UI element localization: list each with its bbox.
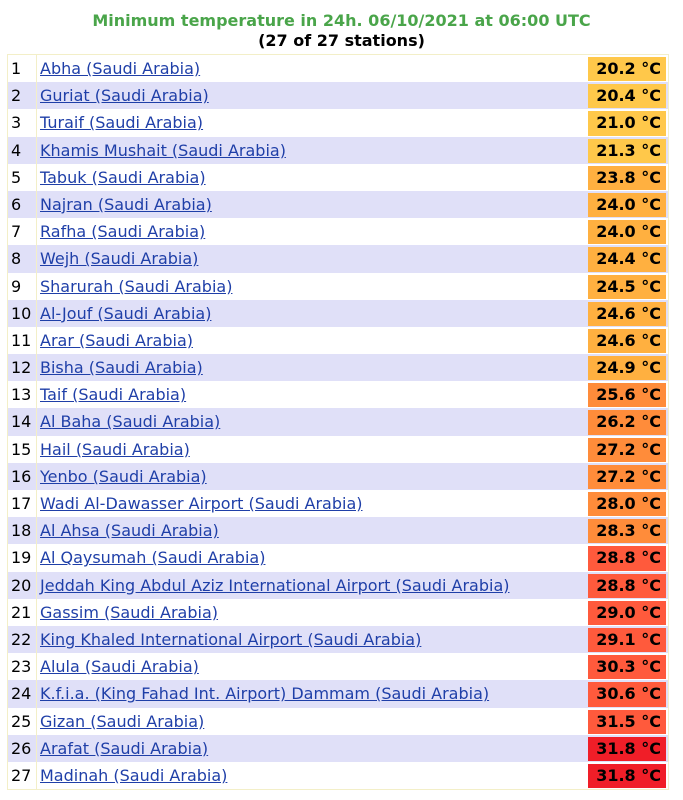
station-cell [37,436,586,463]
temperature-cell: 24.0 °C [588,193,666,217]
temperature-cell: 26.2 °C [588,410,666,434]
rank-cell: 5 [8,164,37,191]
rank-cell: 8 [8,245,37,272]
station-link[interactable]: Sharurah (Saudi Arabia) [40,276,233,296]
station-link[interactable]: Taif (Saudi Arabia) [40,385,187,405]
station-cell [37,762,586,789]
station-cell [37,273,586,300]
station-cell [37,82,586,109]
table-row [8,191,668,218]
station-link[interactable]: Arafat (Saudi Arabia) [40,738,209,758]
station-cell [37,300,586,327]
rank-cell: 18 [8,517,37,544]
temperature-cell: 29.1 °C [588,628,666,652]
rank-cell: 25 [8,708,37,735]
station-cell [37,599,586,626]
temperature-cell: 24.0 °C [588,220,666,244]
rank-cell: 9 [8,273,37,300]
station-cell [37,354,586,381]
table-row [8,708,668,735]
station-cell [37,327,586,354]
station-link[interactable]: Al-Jouf (Saudi Arabia) [40,303,212,323]
rank-cell: 15 [8,436,37,463]
station-link[interactable]: K.f.i.a. (King Fahad Int. Airport) Dammam (Saudi Arabia) [40,684,490,704]
table-row [8,245,668,272]
rank-cell: 14 [8,408,37,435]
station-cell [37,218,586,245]
rank-cell: 4 [8,137,37,164]
rank-cell: 6 [8,191,37,218]
rank-cell: 10 [8,300,37,327]
rank-cell: 7 [8,218,37,245]
temperature-cell: 28.0 °C [588,492,666,516]
table-row [8,517,668,544]
rank-cell: 17 [8,490,37,517]
station-cell [37,191,586,218]
station-cell [37,517,586,544]
temperature-cell: 24.5 °C [588,275,666,299]
temperature-cell: 28.8 °C [588,574,666,598]
table-row [8,572,668,599]
station-link[interactable]: Gassim (Saudi Arabia) [40,602,218,622]
temperature-cell: 20.4 °C [588,84,666,108]
station-link[interactable]: Arar (Saudi Arabia) [40,330,193,350]
temperature-cell: 30.6 °C [588,682,666,706]
station-cell [37,680,586,707]
rank-cell: 24 [8,680,37,707]
station-link[interactable]: Tabuk (Saudi Arabia) [40,167,206,187]
station-cell [37,544,586,571]
station-cell [37,490,586,517]
rank-cell: 13 [8,381,37,408]
table-row [8,164,668,191]
temperature-cell: 20.2 °C [588,57,666,81]
temperature-cell: 24.6 °C [588,302,666,326]
station-table [7,54,669,790]
station-link[interactable]: Wejh (Saudi Arabia) [40,249,199,269]
table-row [8,218,668,245]
temperature-cell: 28.8 °C [588,546,666,570]
rank-cell: 11 [8,327,37,354]
temperature-cell: 21.3 °C [588,139,666,163]
station-link[interactable]: Rafha (Saudi Arabia) [40,222,206,242]
table-row [8,463,668,490]
station-link[interactable]: Wadi Al-Dawasser Airport (Saudi Arabia) [40,494,363,513]
rank-cell: 1 [8,55,37,82]
station-cell [37,245,586,272]
rank-cell: 23 [8,653,37,680]
station-cell [37,55,586,82]
station-link[interactable]: Gizan (Saudi Arabia) [40,711,205,731]
station-link[interactable]: Guriat (Saudi Arabia) [40,86,209,106]
station-cell [37,708,586,735]
table-row [8,381,668,408]
station-link[interactable]: Madinah (Saudi Arabia) [40,765,228,785]
table-row [8,55,668,82]
table-row [8,109,668,136]
station-link[interactable]: Najran (Saudi Arabia) [40,194,212,214]
table-row [8,762,668,789]
temperature-cell: 31.5 °C [588,710,666,734]
station-cell [37,463,586,490]
temperature-cell: 24.4 °C [588,247,666,271]
temperature-cell: 28.3 °C [588,519,666,543]
temperature-cell: 31.8 °C [588,764,666,788]
temperature-cell: 27.2 °C [588,465,666,489]
temperature-cell: 23.8 °C [588,166,666,190]
temperature-cell: 31.8 °C [588,737,666,761]
station-link[interactable]: Jeddah King Abdul Aziz International Airport (Saudi Arabia) [40,575,510,595]
station-link[interactable]: Bisha (Saudi Arabia) [40,358,203,378]
temperature-cell: 21.0 °C [588,111,666,135]
rank-cell: 20 [8,572,37,599]
station-cell [37,626,586,653]
rank-cell: 27 [8,762,37,789]
rank-cell: 2 [8,82,37,109]
page-title: Minimum temperature in 24h. 06/10/2021 at 06:00 UTC [92,11,591,30]
rank-cell: 21 [8,599,37,626]
table-row [8,490,668,517]
station-cell [37,137,586,164]
temperature-cell: 27.2 °C [588,438,666,462]
table-row [8,354,668,381]
station-cell [37,381,586,408]
table-row [8,327,668,354]
rank-cell: 22 [8,626,37,653]
table-row [8,408,668,435]
table-row [8,735,668,762]
station-link[interactable]: Yenbo (Saudi Arabia) [40,466,207,486]
temperature-cell: 25.6 °C [588,383,666,407]
table-row [8,273,668,300]
table-row [8,544,668,571]
station-cell [37,735,586,762]
station-link[interactable]: Khamis Mushait (Saudi Arabia) [40,140,286,160]
table-row [8,300,668,327]
temperature-cell: 30.3 °C [588,655,666,679]
temperature-cell: 24.9 °C [588,356,666,380]
station-cell [37,572,586,599]
temperature-cell: 29.0 °C [588,601,666,625]
table-row [8,599,668,626]
station-cell [37,408,586,435]
station-cell [37,653,586,680]
table-row [8,137,668,164]
station-count: (27 of 27 stations) [258,31,425,50]
station-cell [37,109,586,136]
station-link[interactable]: Al Qaysumah (Saudi Arabia) [40,548,266,568]
station-cell [37,164,586,191]
rank-cell: 12 [8,354,37,381]
station-link[interactable]: Turaif (Saudi Arabia) [40,113,204,133]
rank-cell: 16 [8,463,37,490]
rank-cell: 3 [8,109,37,136]
station-link[interactable]: King Khaled International Airport (Saudi Arabia) [40,629,422,649]
station-link[interactable]: Hail (Saudi Arabia) [40,439,190,459]
table-row [8,436,668,463]
table-row [8,653,668,680]
station-link[interactable]: Al Baha (Saudi Arabia) [40,412,221,432]
station-link[interactable]: Abha (Saudi Arabia) [40,59,201,78]
table-row [8,680,668,707]
table-row [8,82,668,109]
rank-cell: 19 [8,544,37,571]
temperature-cell: 24.6 °C [588,329,666,353]
station-link[interactable]: Al Ahsa (Saudi Arabia) [40,521,219,541]
table-row [8,626,668,653]
rank-cell: 26 [8,735,37,762]
station-link[interactable]: Alula (Saudi Arabia) [40,657,199,677]
